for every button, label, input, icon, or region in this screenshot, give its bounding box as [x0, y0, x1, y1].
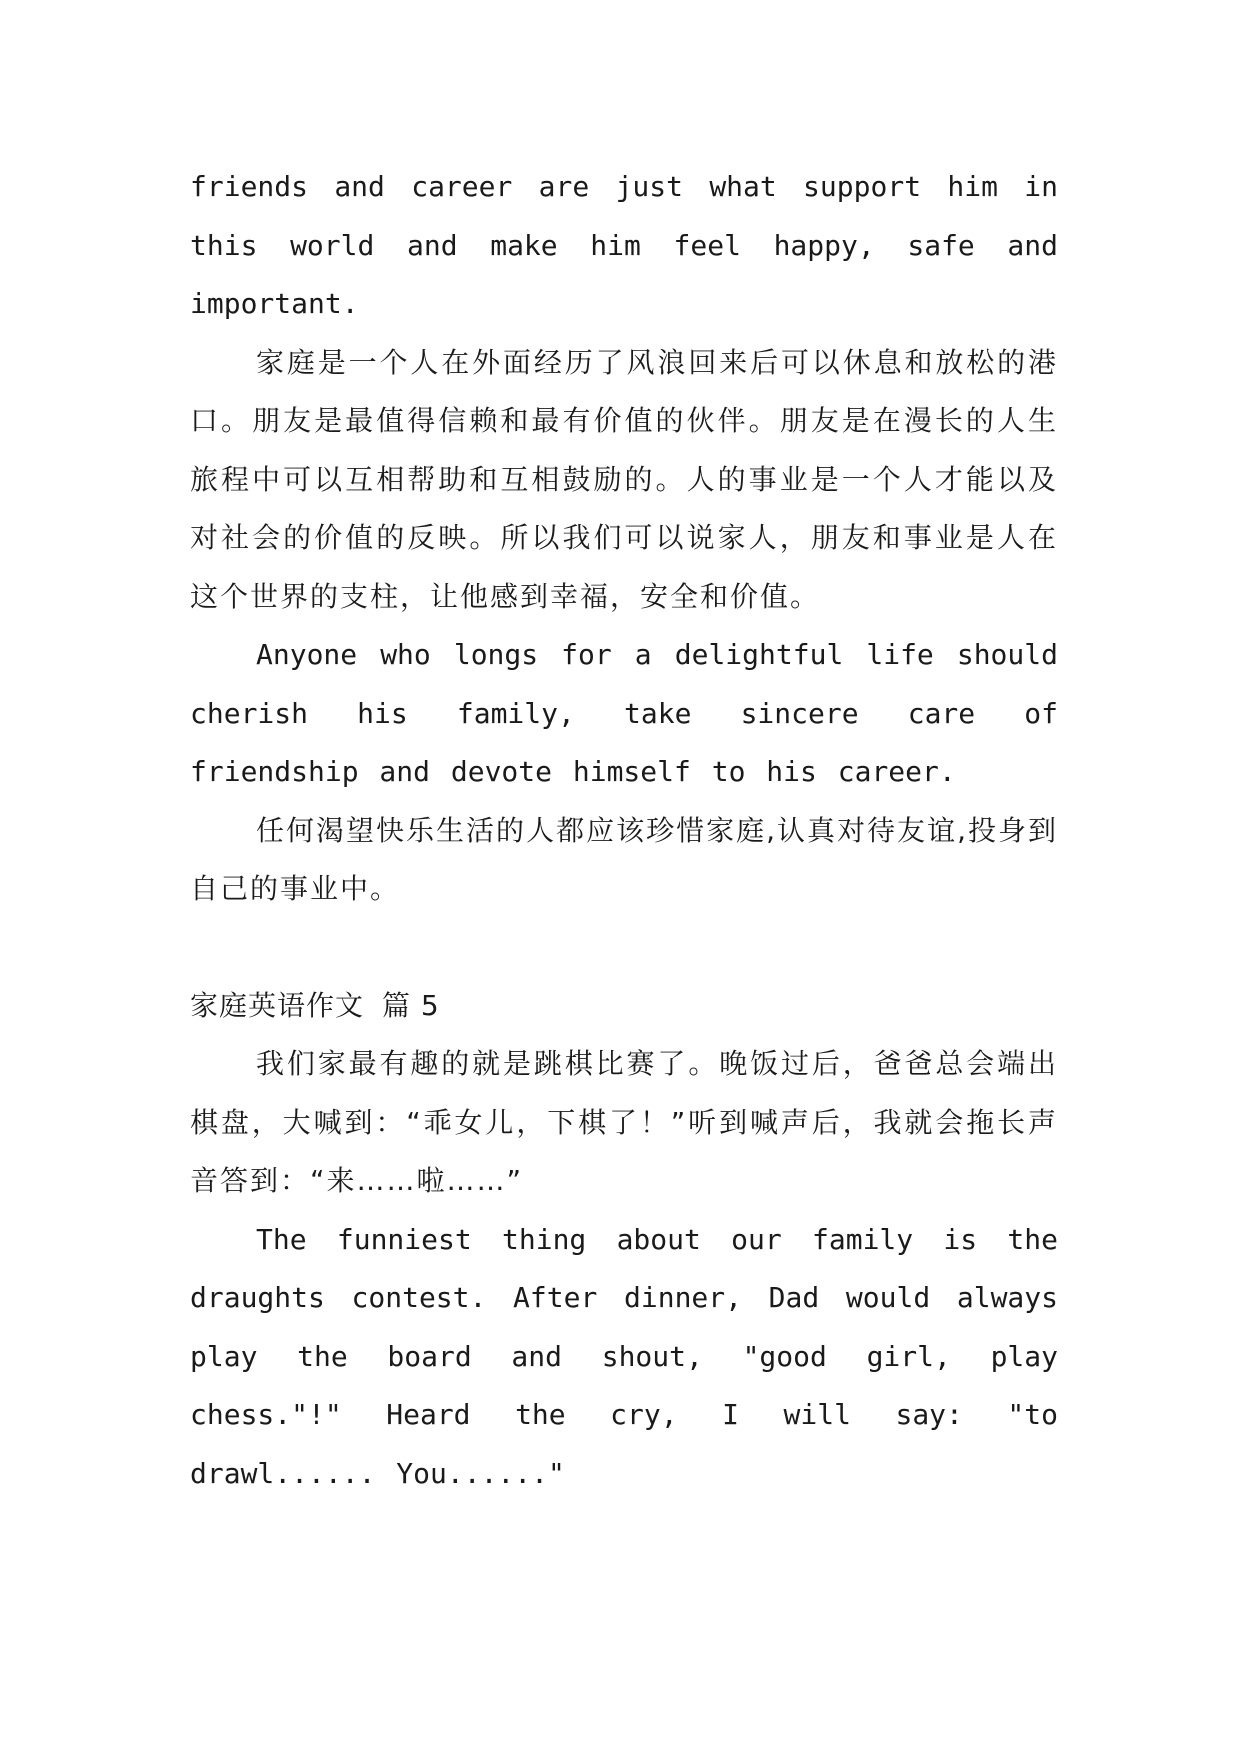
- paragraph-english-delightful-life: Anyone who longs for a delightful life should cherish his family, take sincere care of friendship and devote himself to his career.: [190, 638, 1058, 788]
- document-page: [190, 158, 1058, 1503]
- section-title: 家庭英语作文: [190, 988, 365, 1022]
- paragraph-chinese-draughts: 我们家最有趣的就是跳棋比赛了。晚饭过后，爸爸总会端出棋盘，大喊到：“乖女儿，下棋了！”听到喊声后，我就会拖长声音答到：“来……啦……”: [190, 1047, 1058, 1197]
- paragraph-chinese-delightful-life: 任何渴望快乐生活的人都应该珍惜家庭,认真对待友谊,投身到自己的事业中。: [190, 813, 1058, 905]
- section-heading: [190, 977, 1058, 1036]
- paragraph-english-continuation: friends and career are just what support him in this world and make him feel happy, safe and important.: [190, 170, 1058, 320]
- paragraph-chinese-family-translation: 家庭是一个人在外面经历了风浪回来后可以休息和放松的港口。朋友是最值得信赖和最有价值的伙伴。朋友是在漫长的人生旅程中可以互相帮助和互相鼓励的。人的事业是一个人才能以及对社会的价值的反映。所以我们可以说家人，朋友和事业是人在这个世界的支柱，让他感到幸福，安全和价值。: [190, 345, 1058, 613]
- section-number: 篇 5: [382, 988, 440, 1022]
- paragraph-english-draughts: The funniest thing about our family is the draughts contest. After dinner, Dad would always play the board and shout, "good girl, play chess."!" Heard the cry, I will say: "to drawl...... You......": [190, 1222, 1058, 1490]
